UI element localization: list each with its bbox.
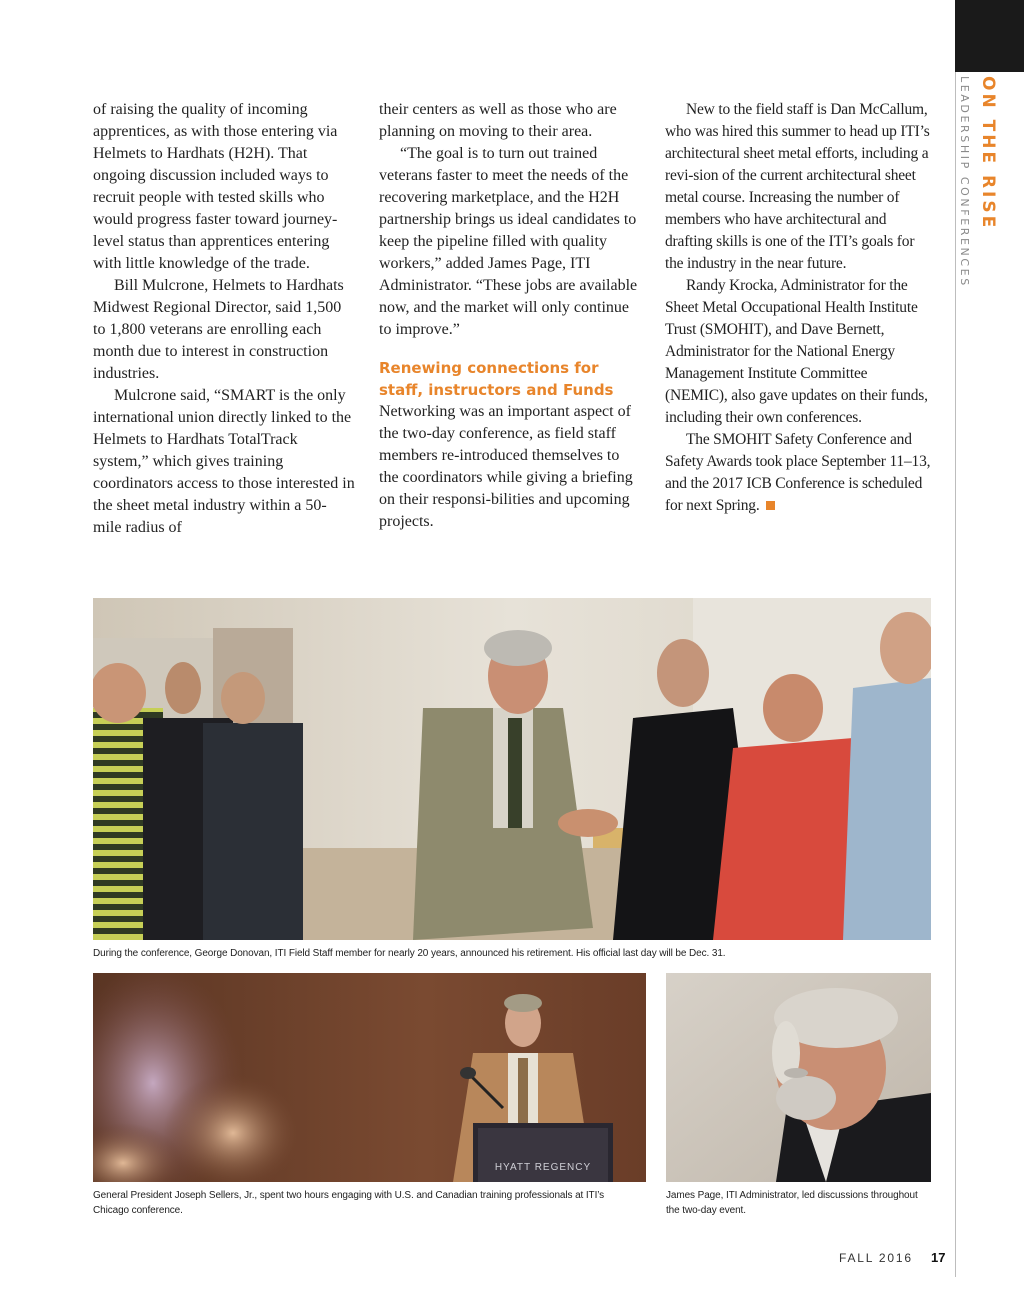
handshake-photo [93,598,931,940]
paragraph: New to the field staff is Dan McCallum, who was hired this summer to head up ITI’s architectural sheet metal efforts, including a revi-sion of the current architectural sheet metal course. Increasing the number of members who have architectural and drafting skills is one of the ITI’s goals for the industry in the near future. [665,101,930,272]
paragraph: Networking was an important aspect of the two-day conference, as field staff members re-introduced themselves to the coordinators while giving a briefing on their responsi-bilities and upcoming projects. [379,403,633,530]
article-column-1 [93,99,355,539]
page-number: 17 [931,1250,946,1265]
end-mark-icon [766,501,775,510]
podium-photo [93,973,646,1182]
section-tab [958,76,1020,286]
paragraph-text: The SMOHIT Safety Conference and Safety Awards took place September 11–13, and the 2017 ICB Conference is scheduled for next Spring. [665,431,931,514]
portrait-photo [666,973,931,1182]
article-column-2 [379,99,641,533]
subheading: Renewing connections for staff, instructors and Funds [379,359,614,399]
paragraph: Randy Krocka, Administrator for the Sheet Metal Occupational Health Institute Trust (SMOHIT), and Dave Bernett, Administrator for the National Energy Management Institute Committee (NEMIC), also gave updates on their funds, including their own conferences. [665,277,928,426]
podium-sign-text: HYATT REGENCY [494,1162,592,1173]
portrait-caption: James Page, ITI Administrator, led discussions throughout the two-day event. [666,1190,918,1216]
podium-caption: General President Joseph Sellers, Jr., spent two hours engaging with U.S. and Canadian training professionals at ITI’s Chicago conference. [93,1190,605,1216]
handshake-caption: During the conference, George Donovan, ITI Field Staff member for nearly 20 years, announced his retirement. His official last day will be Dec. 31. [93,948,726,959]
article-column-3 [665,99,933,517]
paragraph [665,429,933,517]
corner-block [955,0,1024,72]
section-title: ON THE RISE [978,76,998,231]
section-subtitle: LEADERSHIP CONFERENCES [958,76,971,288]
issue-label: FALL 2016 [839,1251,913,1265]
paragraph: “The goal is to turn out trained veterans faster to meet the needs of the recovering marketplace, and the H2H partnership brings us ideal candidates to keep the pipeline filled with quality workers,” added James Page, ITI Administrator. “These jobs are available now, and the market will only continue to improve.” [379,145,638,338]
paragraph: Mulcrone said, “SMART is the only international union directly linked to the Helmets to Hardhats TotalTrack system,” which gives training coordinators access to those interested in the sheet metal industry within a 50-mile radius of [93,387,355,536]
paragraph: Bill Mulcrone, Helmets to Hardhats Midwest Regional Director, said 1,500 to 1,800 veterans are enrolling each month due to interest in construction industries. [93,277,344,382]
paragraph: their centers as well as those who are planning on moving to their area. [379,101,617,140]
paragraph: of raising the quality of incoming apprentices, as with those entering via Helmets to Hardhats (H2H). That ongoing discussion included ways to recruit people with tested skills who would progress faster toward journey-level status than apprentices entering with little knowledge of the trade. [93,101,338,272]
side-rule [955,72,956,1277]
